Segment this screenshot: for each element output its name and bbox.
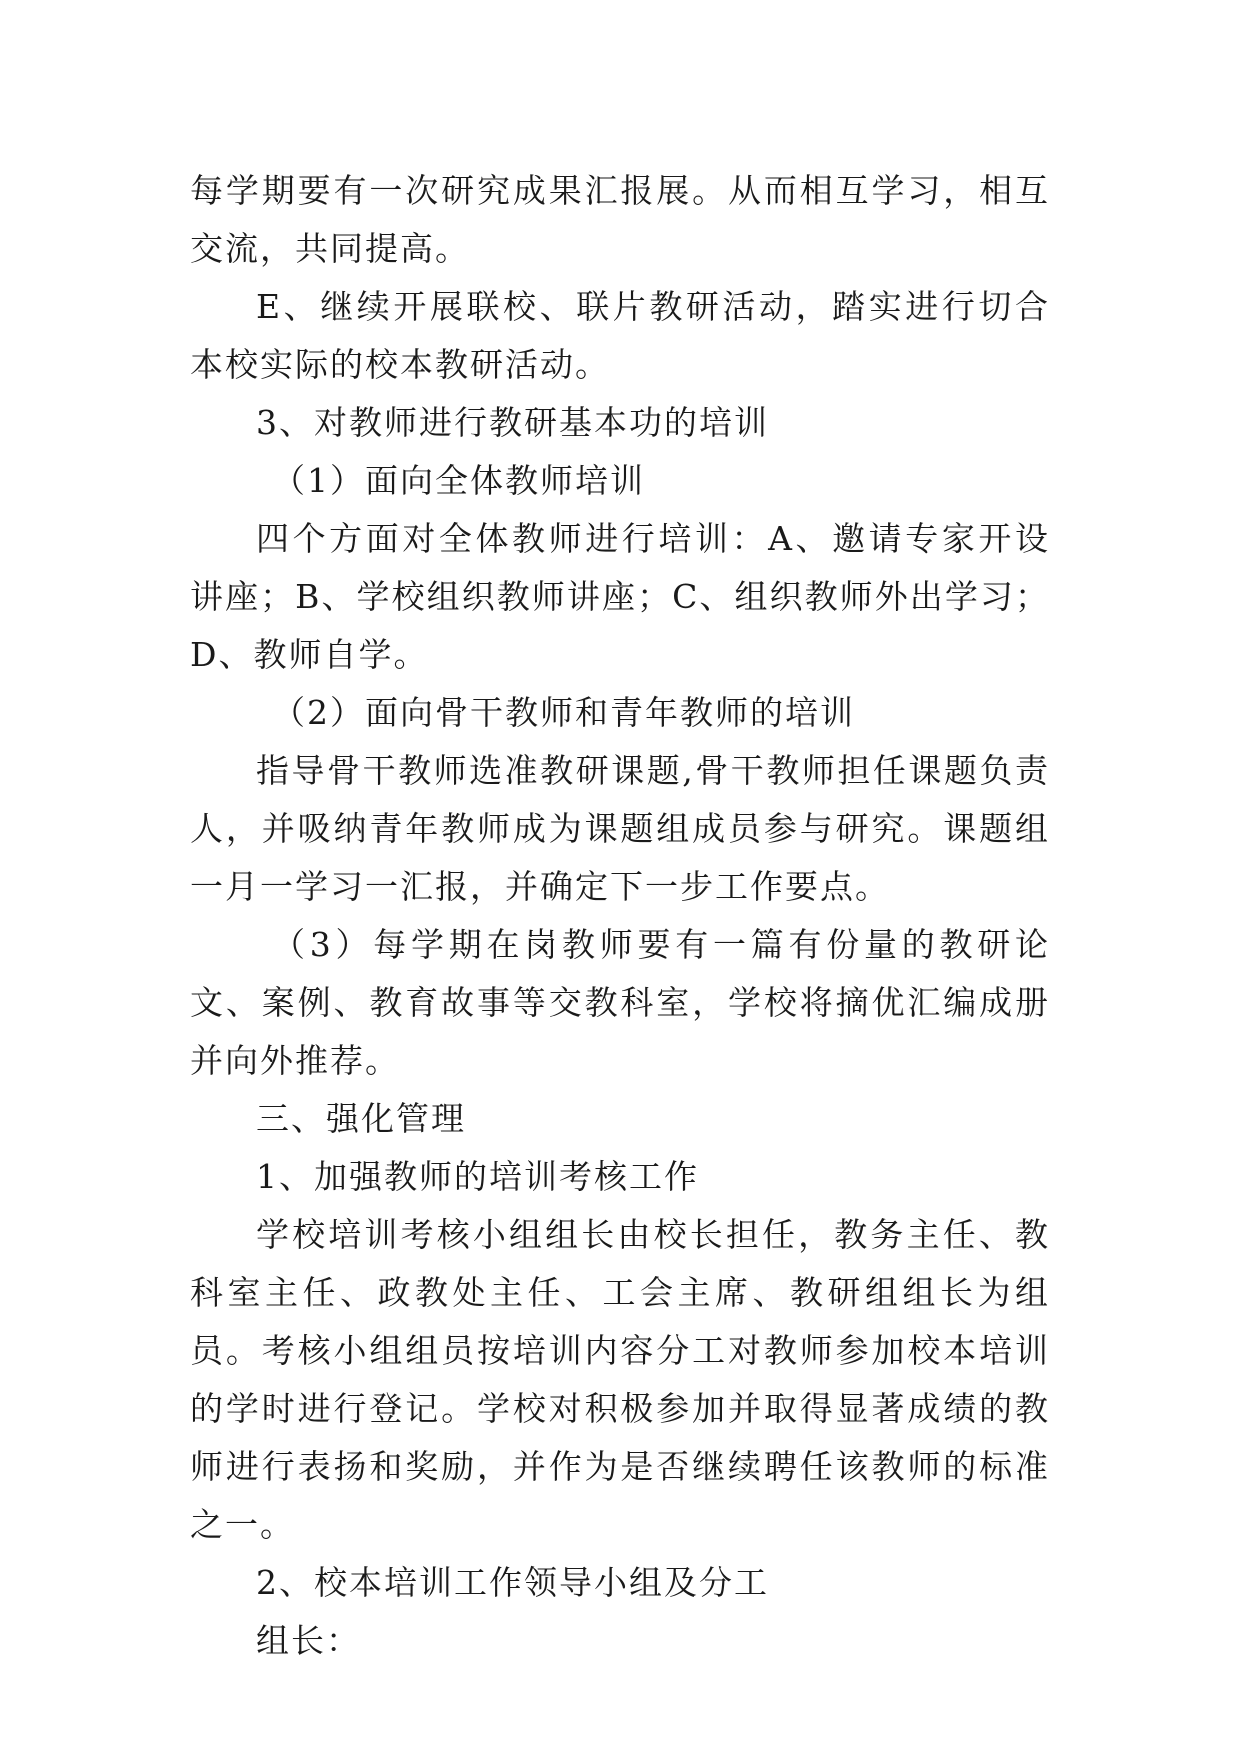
paragraph-subheading-2: （2）面向骨干教师和青年教师的培训 bbox=[272, 693, 855, 732]
paragraph-heading-1: 1、加强教师的培训考核工作 bbox=[256, 1157, 699, 1196]
paragraph-assessment-group: 学校培训考核小组组长由校长担任，教务主任、教科室主任、政教处主任、工会主席、教研组组长为组员。考核小组组员按培训内容分工对教师参加校本培训的学时进行登记。学校对积极参加并取得显著成绩的教师进行表扬和奖励，并作为是否继续聘任该教师的标准之一。 bbox=[190, 1215, 1050, 1544]
paragraph-continuation: 每学期要有一次研究成果汇报展。从而相互学习，相互交流，共同提高。 bbox=[190, 171, 1050, 268]
paragraph-item-e: E、继续开展联校、联片教研活动，踏实进行切合本校实际的校本教研活动。 bbox=[190, 287, 1050, 384]
document-body bbox=[190, 162, 1050, 1670]
paragraph-heading-2: 2、校本培训工作领导小组及分工 bbox=[256, 1563, 769, 1602]
paragraph-group-leader: 组长： bbox=[256, 1621, 361, 1660]
paragraph-section-3: 三、强化管理 bbox=[256, 1099, 466, 1138]
paragraph-subheading-3: （3）每学期在岗教师要有一篇有份量的教研论文、案例、教育故事等交教科室，学校将摘优汇编成册并向外推荐。 bbox=[190, 925, 1050, 1080]
paragraph-heading-3: 3、对教师进行教研基本功的培训 bbox=[256, 403, 769, 442]
paragraph-guide-backbone: 指导骨干教师选准教研课题,骨干教师担任课题负责人，并吸纳青年教师成为课题组成员参与研究。课题组一月一学习一汇报，并确定下一步工作要点。 bbox=[190, 751, 1050, 906]
paragraph-subheading-1: （1）面向全体教师培训 bbox=[272, 461, 645, 500]
paragraph-four-aspects: 四个方面对全体教师进行培训：A、邀请专家开设讲座；B、学校组织教师讲座；C、组织教师外出学习；D、教师自学。 bbox=[190, 519, 1050, 674]
